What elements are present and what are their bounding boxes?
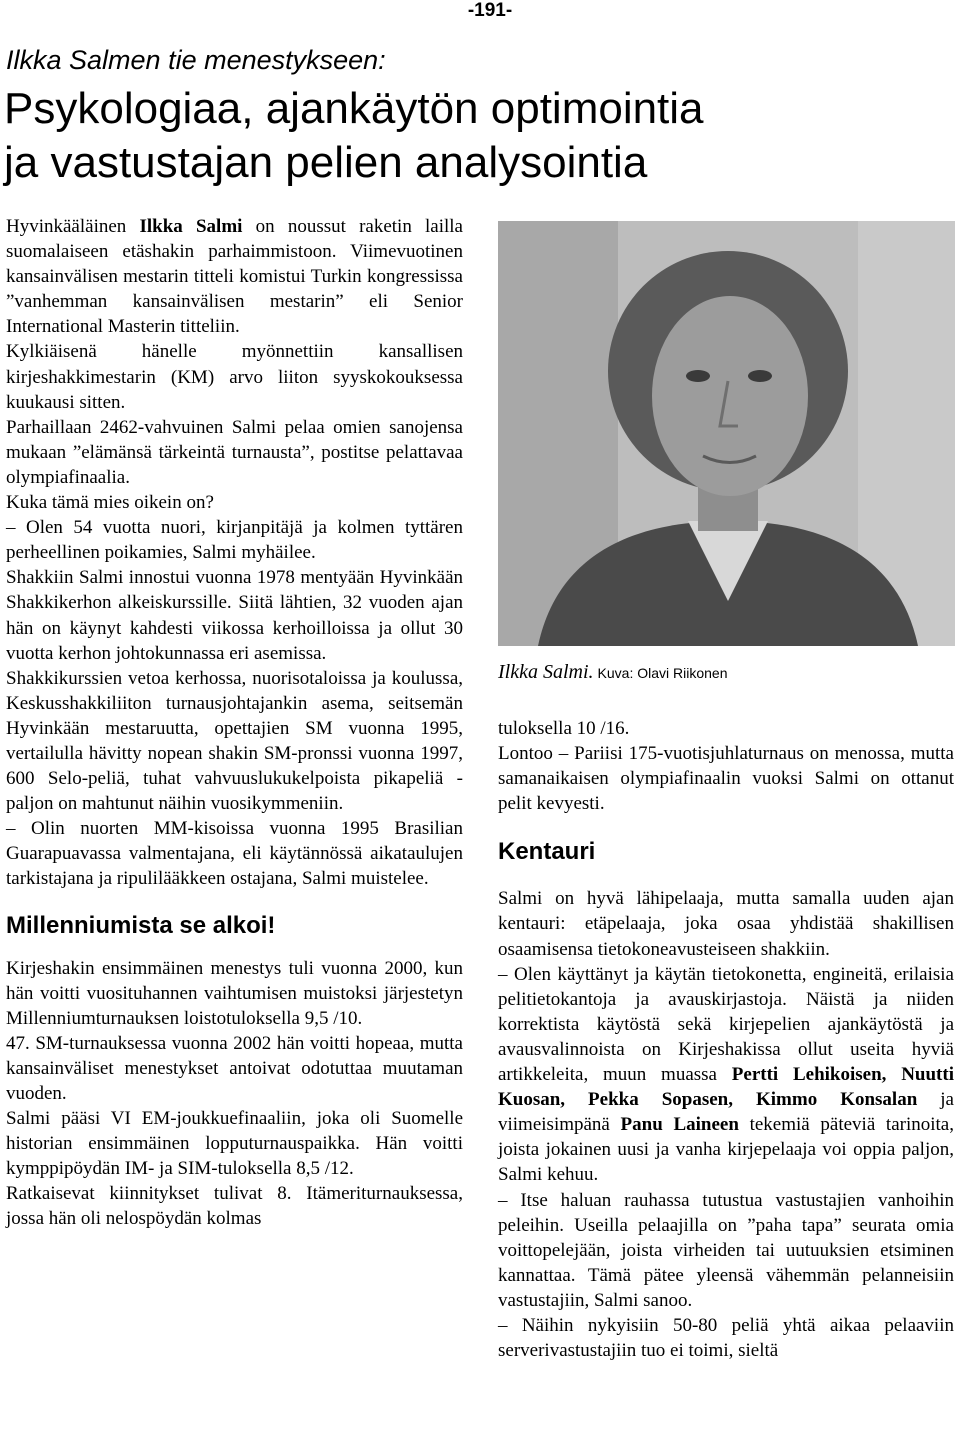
- paragraph: Parhaillaan 2462-vahvuinen Salmi pelaa omien sanojensa mukaan ”elämänsä tärkeintä turnausta”, postitse pelattavaa olympiafinaalia.: [6, 416, 463, 488]
- paragraph: Lontoo – Pariisi 175-vuotisjuhlaturnaus on menossa, mutta samanaikaisen olympiafinaalin vuoksi Salmi on ottanut pelit kevyesti.: [498, 743, 954, 815]
- paragraph: Kylkiäisenä hänelle myönnettiin kansallisen kirjeshakkimestarin (KM) arvo liiton syyskokouksessa kuukausi sitten.: [6, 341, 463, 413]
- text-run: on noussut raketin lailla suomalaiseen etäshakin parhaimmistoon. Viimevuotinen kansainvälisen mestarin titteli komistui Turkin kongressissa ”vanhemman kansainvälisen mestarin” eli Senior International Masterin titteliin.: [6, 216, 463, 338]
- section-heading: Millenniumista se alkoi!: [6, 911, 276, 939]
- paragraph: – Itse haluan rauhassa tutustua vastustajien vanhoihin peleihin. Useilla pelaajilla on ”paha tapa” seurata omia voittopelejään, joista virheiden tai uutuuksien etsiminen kannattaa. Tämä pätee yleensä vähemmän pelanneisiin vastustajiin, Salmi sanoo.: [498, 1189, 954, 1311]
- bold-name: Ilkka Salmi: [139, 216, 243, 237]
- bold-name: Panu Laineen: [620, 1114, 739, 1136]
- right-column: [498, 716, 954, 1363]
- paragraph: tuloksella 10 /16.: [498, 718, 630, 739]
- paragraph: Ratkaisevat kiinnitykset tulivat 8. Itämeriturnauksessa, jossa hän oli nelospöydän kolmas: [6, 1183, 463, 1230]
- paragraph: Salmi on hyvä lähipelaaja, mutta samalla uuden ajan kentauri: etäpelaaja, joka osaa yhdistää shakillisen osaamisensa tietokoneavusteiseen shakkiin.: [498, 888, 954, 960]
- text-run: ja viimeisimpänä: [498, 1089, 954, 1136]
- article-kicker: Ilkka Salmen tie menestykseen:: [6, 45, 386, 75]
- headline-line-1: Psykologiaa, ajankäytön optimointia: [4, 84, 704, 133]
- section-heading: Kentauri: [498, 838, 596, 866]
- text-run: – Olen käyttänyt ja käytän tietokonetta, engineitä, erilaisia pelitietokantoja ja avauskirjastoja. Näistä ja niiden korrektista käytöstä sekä kirjepelien ajankäytöstä ja avausvalinnoista on Kirjeshakissa ollut useita hyviä artikkeleita, muun muassa: [498, 963, 954, 1086]
- paragraph: Shakkiin Salmi innostui vuonna 1978 mentyään Hyvinkään Shakkikerhon alkeiskurssille. Siitä lähtien, 32 vuoden ajan hän on käynyt kahdesti viikossa kerhoilloissa ja ollut 30 vuotta kerhon johtokunnassa eri asemissa.: [6, 567, 463, 664]
- paragraph: Kuka tämä mies oikein on?: [6, 492, 214, 514]
- caption-name: Ilkka Salmi.: [498, 661, 594, 683]
- paragraph: – Olen 54 vuotta nuori, kirjanpitäjä ja kolmen tyttären perheellinen poikamies, Salmi myhäilee.: [6, 517, 463, 564]
- page-number: -191-: [467, 0, 513, 21]
- paragraph: 47. SM-turnauksessa vuonna 2002 hän voitti hopeaa, mutta kansainväliset menestykset antoivat odotuttaa muutaman vuoden.: [6, 1032, 463, 1104]
- paragraph: [498, 962, 954, 1188]
- headline-line-2: ja vastustajan pelien analysointia: [4, 138, 648, 187]
- paragraph: Kirjeshakin ensimmäinen menestys tuli vuonna 2000, kun hän voitti vuosituhannen vaihtumisen muistoksi järjestetyn Millenniumturnauksen loistotuloksella 9,5 /10.: [6, 957, 463, 1029]
- portrait-photo: [498, 221, 955, 646]
- paragraph: Salmi pääsi VI EM-joukkuefinaaliin, joka oli Suomelle historian ensimmäinen lopputurnauspaikka. Hän voitti kymppipöydän IM- ja SIM-tuloksella 8,5 /12.: [6, 1108, 463, 1180]
- paragraph: [6, 214, 463, 339]
- caption-credit: Kuva: Olavi Riikonen: [597, 665, 728, 681]
- text-run: Hyvinkääläinen: [6, 216, 140, 237]
- portrait-illustration: [498, 221, 955, 646]
- photo-caption: [498, 660, 727, 685]
- text-run: tekemiä päteviä tarinoita, joista jokainen uusi ja vanha kirjepelaaja voi oppia paljon, Salmi kehuu.: [498, 1114, 954, 1186]
- paragraph: – Näihin nykyisiin 50-80 peliä yhtä aikaa pelaaviin serverivastustajiin tuo ei toimi, sieltä: [498, 1314, 954, 1362]
- left-column: [6, 214, 463, 1232]
- paragraph: Shakkikurssien vetoa kerhossa, nuorisotaloissa ja koulussa, Keskusshakkiliiton turnausjohtajankin asema, seitsemän Hyvinkään mestaruutta, opettajien SM vuonna 1995, vertailulla hävitty nopean shakin SM-pronssi vuonna 1997, 600 Selo-peliä, tuhat vahvuuslukukelpoista pikapeliä - paljon on mahtunut näihin vuosikymmeniin.: [6, 667, 463, 815]
- bold-names: Pertti Lehikoisen, Nuutti Kuosan, Pekka Sopasen, Kimmo Konsalan: [498, 1064, 954, 1111]
- article-headline: [4, 82, 954, 190]
- paragraph: – Olin nuorten MM-kisoissa vuonna 1995 Brasilian Guarapuavassa valmentajana, eli käytännössä aikataulujen tarkistajana ja ripulilääkkeen ostajana, Salmi muistelee.: [6, 818, 463, 890]
